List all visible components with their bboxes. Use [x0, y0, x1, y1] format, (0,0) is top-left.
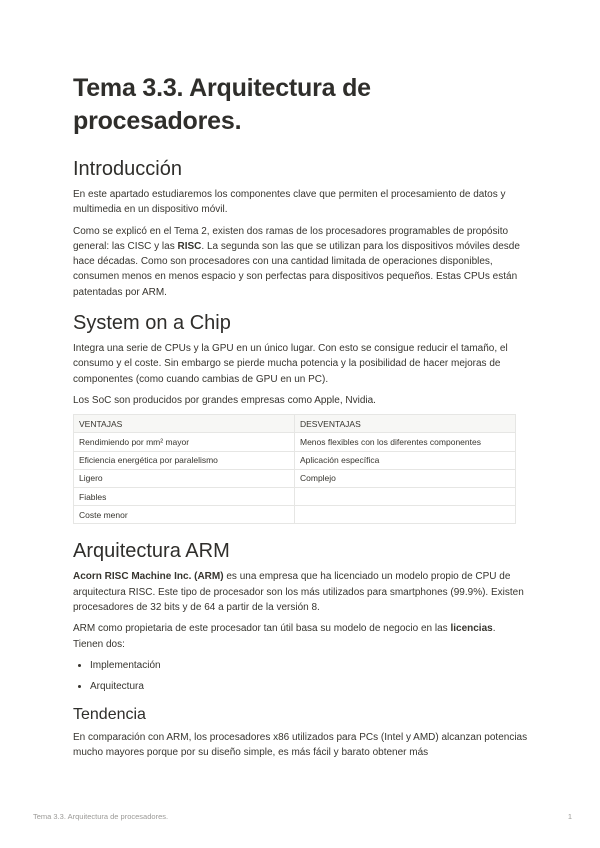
- table-header-cell: DESVENTAJAS: [295, 415, 516, 433]
- arm-paragraph-2: [73, 621, 528, 652]
- intro-paragraph-2: [73, 224, 528, 300]
- table-row: [74, 451, 516, 469]
- table-cell: [295, 488, 516, 506]
- table-header-cell: VENTAJAS: [74, 415, 295, 433]
- table-cell: Menos flexibles con los diferentes componentes: [295, 433, 516, 451]
- page-title: Tema 3.3. Arquitectura de procesadores.: [73, 74, 371, 135]
- soc-paragraph-1: Integra una serie de CPUs y la GPU en un único lugar. Con esto se consigue reducir el tamaño, el consumo y el coste. Sin embargo se pierde mucha potencia y la posibilidad de hacer mejoras de componentes (como cuando cambias de GPU en un PC).: [73, 343, 508, 385]
- arm-paragraph-1: [73, 569, 528, 615]
- table-cell: Fiables: [74, 488, 295, 506]
- text-run: Como se explicó en el Tema 2, existen dos ramas de los procesadores programables de propósito general: las CISC y las: [73, 225, 509, 252]
- table-cell: Aplicación específica: [295, 451, 516, 469]
- section-heading-tendencia: Tendencia: [73, 705, 146, 723]
- text-run: es una empresa que ha licenciado un modelo propio de CPU de arquitectura RISC. Este tipo de procesador son los más utilizados para smartphones (99.9%). Existen procesadores de 32 bits y de 64 a partir de la versión 8.: [73, 571, 524, 613]
- section-soc: [73, 310, 528, 524]
- section-heading-soc: System on a Chip: [73, 312, 231, 335]
- table-cell: Ligero: [74, 469, 295, 487]
- section-heading-introduccion: Introducción: [73, 158, 182, 180]
- section-heading-arm: Arquitectura ARM: [73, 540, 230, 563]
- section-tendencia: [73, 704, 528, 761]
- bold-text: RISC: [177, 240, 202, 252]
- page-footer: [33, 812, 572, 821]
- table-cell: [295, 506, 516, 524]
- table-row: [74, 433, 516, 451]
- list-item: • Implementación: [90, 658, 528, 673]
- intro-paragraph-1: En este apartado estudiaremos los componentes clave que permiten el procesamiento de datos y multimedia en un dispositivo móvil.: [73, 189, 506, 216]
- soc-paragraph-2: Los SoC son producidos por grandes empresas como Apple, Nvidia.: [73, 394, 376, 406]
- table-cell: Coste menor: [74, 506, 295, 524]
- section-arm: [73, 538, 528, 693]
- section-introduccion: [73, 156, 528, 300]
- table-row: [74, 469, 516, 487]
- page-number: 1: [567, 812, 572, 821]
- list-item: • Arquitectura: [90, 679, 528, 694]
- table-cell: Complejo: [295, 469, 516, 487]
- footer-title: Tema 3.3. Arquitectura de procesadores.: [33, 812, 169, 821]
- document-page: [73, 72, 528, 770]
- text-run: . La segunda son las que se utilizan para los dispositivos móviles desde hace décadas. Como son procesadores con una cantidad limitada de operaciones disponibles, consumen menos en menos espacio y son perfectas para dispositivos pequeños. Estas CPUs están patentadas por ARM.: [73, 240, 520, 298]
- tendencia-paragraph-1: En comparación con ARM, los procesadores x86 utilizados para PCs (Intel y AMD) alcanzan potencias mucho mayores porque por su diseño simple, es más fácil y barato obtener más: [73, 731, 528, 759]
- pros-cons-table: [73, 414, 516, 524]
- text-run: ARM como propietaria de este procesador tan útil basa su modelo de negocio en las: [73, 623, 451, 635]
- bold-text: Acorn RISC Machine Inc. (ARM): [73, 571, 224, 583]
- bold-text: licencias: [450, 623, 493, 635]
- bulleted-list: [73, 658, 528, 694]
- table-row: [74, 506, 516, 524]
- table-row: [74, 488, 516, 506]
- table-cell: Eficiencia energética por paralelismo: [74, 451, 295, 469]
- table-header-row: [74, 415, 516, 433]
- text-run: . Tienen dos:: [73, 623, 496, 650]
- table-cell: Rendimiendo por mm² mayor: [74, 433, 295, 451]
